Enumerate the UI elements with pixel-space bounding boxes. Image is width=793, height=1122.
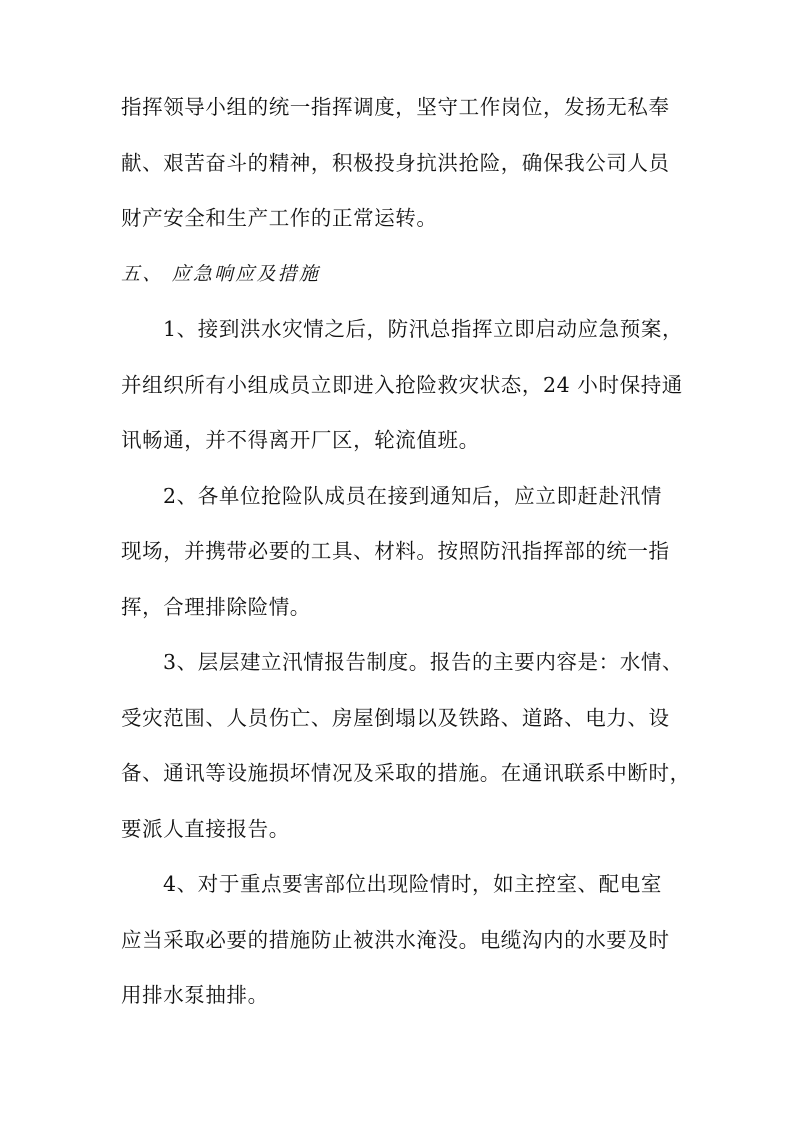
text-line: 要派人直接报告。: [121, 816, 290, 841]
text-line: 备、通讯等设施损坏情况及采取的措施。在通讯联系中断时，: [121, 761, 691, 785]
text-line: 献、艰苦奋斗的精神，积极投身抗洪抢险，确保我公司人员: [121, 150, 670, 175]
measure-item-4: [121, 857, 674, 1024]
text-line: 现场，并携带必要的工具、材料。按照防汛指挥部的统一指: [121, 539, 670, 563]
text-line: 1、接到洪水灾情之后，防汛总指挥立即启动应急预案，: [163, 317, 684, 341]
measure-item-3: [121, 635, 691, 857]
text-line: 用排水泵抽排。: [121, 983, 269, 1007]
text-line: 讯畅通，并不得离开厂区，轮流值班。: [121, 428, 480, 452]
text-line: 4、对于重点要害部位出现险情时，如主控室、配电室: [163, 872, 662, 896]
intro-paragraph: [121, 80, 674, 247]
measure-item-1: [121, 302, 684, 469]
text-line: 挥，合理排除险情。: [121, 594, 311, 619]
document-body: [121, 80, 691, 1024]
text-line: 2、各单位抢险队成员在接到通知后，应立即赶赴汛情: [163, 483, 662, 508]
text-line: 并组织所有小组成员立即进入抢险救灾状态，24 小时保持通: [121, 372, 683, 397]
text-line: 财产安全和生产工作的正常运转。: [121, 206, 438, 230]
text-line: 应当采取必要的措施防止被洪水淹没。电缆沟内的水要及时: [121, 927, 670, 952]
text-line: 3、层层建立汛情报告制度。报告的主要内容是：水情、: [163, 650, 684, 674]
text-line: 受灾范围、人员伤亡、房屋倒塌以及铁路、道路、电力、设: [121, 705, 670, 730]
section-heading: 五、 应急响应及措施: [121, 262, 321, 285]
text-line: 指挥领导小组的统一指挥调度，坚守工作岗位，发扬无私奉: [121, 95, 670, 119]
measure-item-2: [121, 469, 674, 636]
